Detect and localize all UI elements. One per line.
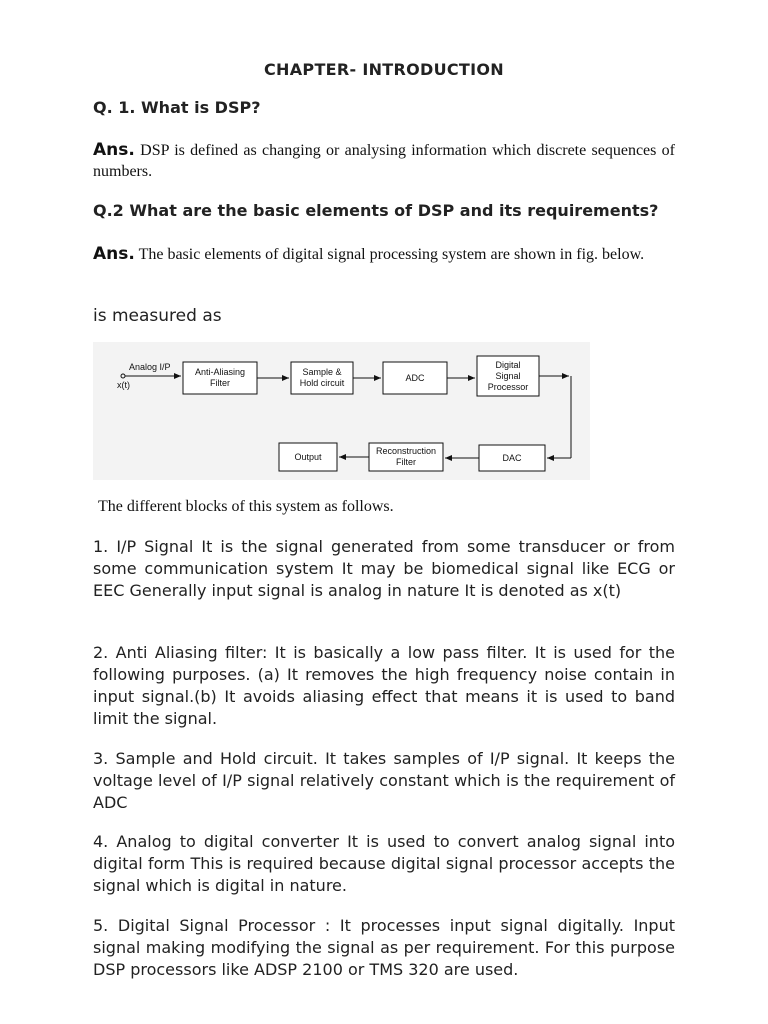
input-label: Analog I/P <box>129 362 171 372</box>
dsp-line1: Digital <box>495 360 521 370</box>
paragraph-3: 3. Sample and Hold circuit. It takes samples of I/P signal. It keeps the voltage level of I/P signal relatively constant which is the requirement of ADC <box>93 749 675 812</box>
blocks-intro: The different blocks of this system as follows. <box>98 498 394 515</box>
answer-1-text: DSP is defined as changing or analysing information which discrete sequences of numbers. <box>93 142 676 180</box>
sample-hold-line1: Sample & <box>302 367 342 377</box>
input-node <box>121 374 125 378</box>
anti-aliasing-line2: Filter <box>210 378 230 388</box>
input-signal-label: x(t) <box>117 380 130 390</box>
answer-2-label: Ans. <box>93 244 135 264</box>
question-1: Q. 1. What is DSP? <box>93 98 261 117</box>
question-2: Q.2 What are the basic elements of DSP and its requirements? <box>93 201 659 220</box>
adc-label: ADC <box>405 373 425 383</box>
anti-aliasing-line1: Anti-Aliasing <box>194 367 246 377</box>
answer-1-label: Ans. <box>93 140 135 160</box>
output-label: Output <box>294 452 322 462</box>
answer-1 <box>93 140 675 182</box>
sample-hold-line2: Hold circuit <box>299 378 345 388</box>
paragraph-4: 4. Analog to digital converter It is used to convert analog signal into digital form This is required because digital signal processor accepts the signal which is digital in nature. <box>93 832 675 895</box>
dsp-line3: Processor <box>487 382 529 392</box>
answer-2-text: The basic elements of digital signal processing system are shown in fig. below. <box>138 246 645 263</box>
paragraph-2: 2. Anti Aliasing filter: It is basically a low pass filter. It is used for the following purposes. (a) It removes the high frequency noise contain in input signal.(b) It avoids aliasing effect that means it is used to band limit the signal. <box>93 643 675 728</box>
dsp-block-diagram <box>93 342 590 480</box>
paragraph-1: 1. I/P Signal It is the signal generated from some transducer or from some communication system It may be biomedical signal like ECG or EEC Generally input signal is analog in nature It is denoted as x(t) <box>93 537 675 600</box>
paragraph-5: 5. Digital Signal Processor : It processes input signal digitally. Input signal making modifying the signal as per requirement. For this purpose DSP processors like ADSP 2100 or TMS 320 are used. <box>93 916 675 979</box>
reconstruction-line1: Reconstruction <box>375 446 437 456</box>
measured-text: is measured as <box>93 306 222 326</box>
chapter-title: CHAPTER- INTRODUCTION <box>264 60 504 79</box>
reconstruction-line2: Filter <box>396 457 416 467</box>
dac-label: DAC <box>502 453 522 463</box>
answer-2 <box>93 244 675 265</box>
dsp-line2: Signal <box>495 371 521 381</box>
